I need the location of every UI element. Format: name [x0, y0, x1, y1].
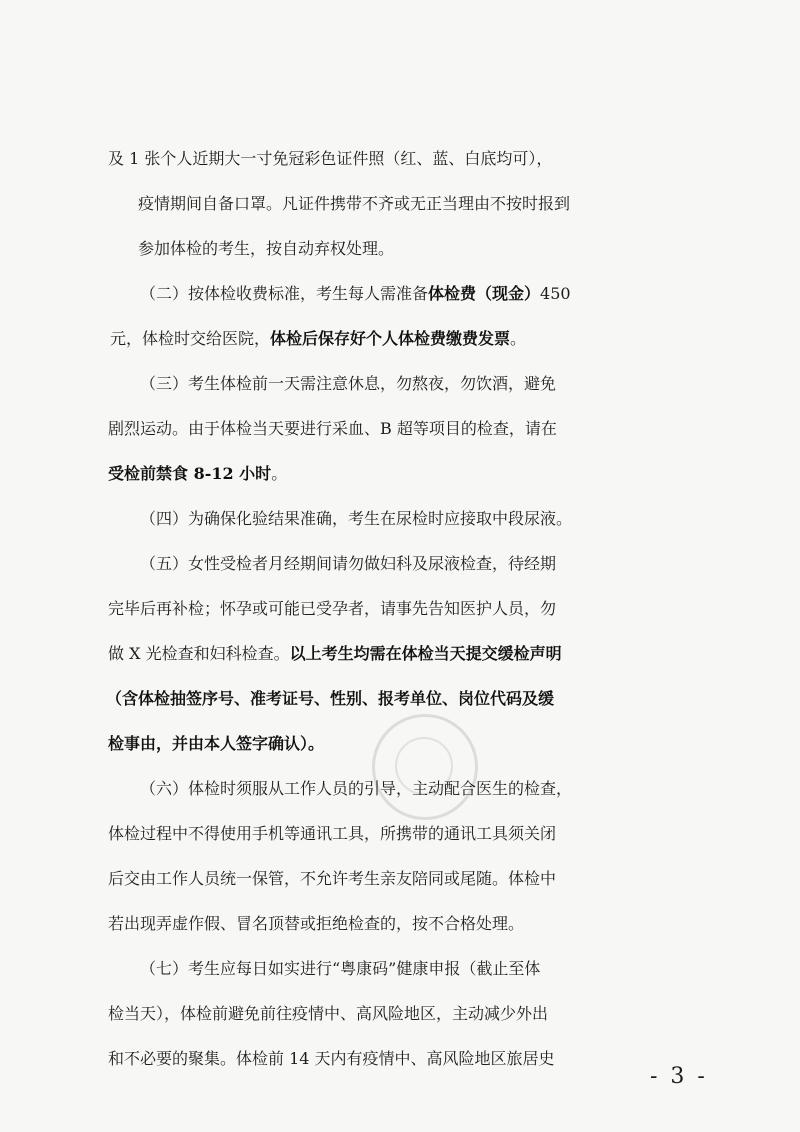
- page-number: - 3 -: [650, 1064, 708, 1089]
- text-line: [108, 859, 800, 899]
- text-line: [108, 139, 800, 179]
- text-segment: 。: [510, 329, 527, 348]
- text-segment: 完毕后再补检；怀孕或可能已受孕者，请事先告知医护人员，勿: [108, 599, 557, 618]
- text-line: [138, 229, 800, 269]
- text-segment: （二）按体检收费标准，考生每人需准备: [140, 284, 429, 303]
- text-segment: （七）考生应每日如实进行“粤康码”健康申报（截止至体: [140, 959, 541, 978]
- text-line: [108, 409, 800, 449]
- text-line: [108, 454, 800, 494]
- bold-text-segment: 体检费（现金）: [428, 284, 541, 303]
- text-segment: 后交由工作人员统一保管，不允许考生亲友陪同或尾随。体检中: [108, 869, 557, 888]
- text-line: [108, 589, 800, 629]
- text-segment: （六）体检时须服从工作人员的引导，主动配合医生的检查，: [140, 779, 573, 798]
- text-segment: 参加体检的考生，按自动弃权处理。: [138, 239, 395, 258]
- text-line: [108, 634, 800, 674]
- text-line: [108, 724, 800, 764]
- text-line: [108, 904, 800, 944]
- text-segment: 及 1 张个人近期大一寸免冠彩色证件照（红、蓝、白底均可），: [108, 149, 553, 168]
- text-segment: （三）考生体检前一天需注意休息，勿熬夜，勿饮酒，避免: [140, 374, 557, 393]
- text-line: [140, 769, 800, 809]
- bold-text-segment: 检事由，并由本人签字确认）。: [108, 734, 325, 753]
- text-segment: 体检过程中不得使用手机等通讯工具，所携带的通讯工具须关闭: [108, 824, 557, 843]
- text-segment: （四）为确保化验结果准确，考生在尿检时应接取中段尿液。: [140, 509, 573, 528]
- text-line: [140, 949, 800, 989]
- text-segment: 和不必要的聚集。体检前 14 天内有疫情中、高风险地区旅居史: [108, 1049, 555, 1068]
- text-segment: 疫情期间自备口罩。凡证件携带不齐或无正当理由不按时报到: [138, 194, 571, 213]
- bold-text-segment: 体检后保存好个人体检费缴费发票: [270, 329, 511, 348]
- text-segment: 。: [271, 464, 288, 483]
- text-line: [108, 814, 800, 854]
- text-line: [140, 544, 800, 584]
- text-segment: 剧烈运动。由于体检当天要进行采血、B 超等项目的检查，请在: [108, 419, 557, 438]
- text-segment: 元，体检时交给医院，: [110, 329, 271, 348]
- text-line: [110, 319, 800, 359]
- bold-text-segment: 受检前禁食 8-12 小时: [108, 464, 272, 483]
- text-line: [140, 499, 800, 539]
- bold-text-segment: （含体检抽签序号、准考证号、性别、报考单位、岗位代码及缓: [106, 689, 555, 708]
- text-line: [140, 274, 800, 314]
- text-segment: 做 X 光检查和妇科检查。: [108, 644, 290, 663]
- text-line: [108, 994, 800, 1034]
- text-segment: （五）女性受检者月经期间请勿做妇科及尿液检查，待经期: [140, 554, 557, 573]
- text-line: [106, 679, 800, 719]
- text-segment: 检当天），体检前避免前往疫情中、高风险地区，主动减少外出: [108, 1004, 549, 1023]
- text-line: [140, 364, 800, 404]
- bold-text-segment: 以上考生均需在体检当天提交缓检声明: [289, 644, 562, 663]
- text-line: [138, 184, 800, 224]
- text-segment: 450: [540, 284, 571, 303]
- text-segment: 若出现弄虚作假、冒名顶替或拒绝检查的，按不合格处理。: [108, 914, 525, 933]
